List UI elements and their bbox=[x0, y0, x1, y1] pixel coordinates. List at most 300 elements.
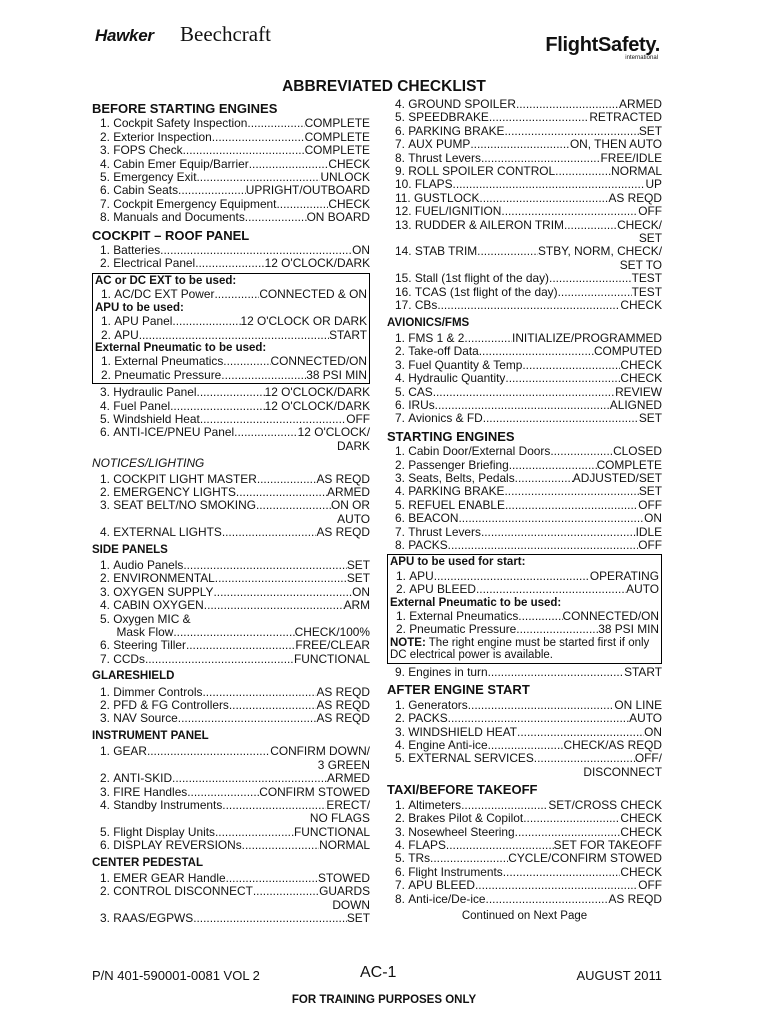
item-text: Avionics & FD bbox=[408, 411, 483, 426]
item-label bbox=[100, 572, 215, 585]
item-leader-dots bbox=[486, 893, 609, 906]
page-title: ABBREVIATED CHECKLIST bbox=[282, 78, 486, 95]
item-leader-dots bbox=[555, 165, 611, 178]
item-label bbox=[101, 369, 221, 382]
item-text: Flight Instruments bbox=[408, 864, 503, 879]
item-label bbox=[395, 245, 477, 258]
checklist-item bbox=[92, 257, 370, 270]
item-text: CBs bbox=[414, 298, 438, 313]
item-value: START bbox=[624, 665, 662, 680]
item-text: EXTERNAL LIGHTS bbox=[113, 525, 222, 540]
item-number: 1. bbox=[100, 558, 110, 572]
item-label bbox=[395, 826, 515, 839]
item-text: PARKING BRAKE bbox=[408, 123, 505, 138]
checklist-item bbox=[92, 400, 370, 413]
item-value: IDLE bbox=[635, 524, 662, 539]
item-text: BEACON bbox=[408, 511, 459, 526]
checklist-item bbox=[92, 686, 370, 699]
item-leader-dots bbox=[550, 445, 613, 458]
item-value: 38 PSI MIN bbox=[306, 367, 367, 382]
item-text: Oxygen MIC & bbox=[113, 611, 191, 626]
item-label bbox=[100, 799, 222, 812]
item-value: OFF bbox=[638, 538, 662, 552]
item-number: 4. bbox=[395, 371, 405, 386]
item-number: 4. bbox=[100, 156, 110, 171]
item-value: RETRACTED bbox=[589, 110, 662, 125]
item-label bbox=[100, 158, 249, 171]
item-label bbox=[100, 586, 213, 599]
checklist-item bbox=[92, 639, 370, 652]
item-value: COMPLETE bbox=[304, 129, 370, 144]
checklist-item bbox=[387, 699, 662, 712]
item-value: CHECK bbox=[328, 156, 370, 171]
checklist-item bbox=[387, 826, 662, 839]
item-number: 3. bbox=[395, 824, 405, 839]
item-text: Nosewheel Steering bbox=[408, 824, 515, 839]
item-text: Electrical Panel bbox=[113, 256, 196, 271]
item-text: Flight Display Units bbox=[113, 824, 215, 839]
checklist-item bbox=[92, 426, 370, 439]
item-leader-dots bbox=[234, 426, 298, 439]
item-label bbox=[395, 272, 549, 285]
item-text: APU bbox=[409, 568, 434, 583]
item-label bbox=[395, 152, 481, 165]
item-value: ON, THEN AUTO bbox=[569, 137, 662, 152]
item-leader-dots bbox=[172, 772, 327, 785]
item-leader-dots bbox=[448, 712, 630, 725]
checklist-item bbox=[92, 211, 370, 224]
item-value: START bbox=[329, 327, 367, 342]
checklist-item bbox=[387, 332, 662, 345]
item-leader-dots bbox=[187, 786, 259, 799]
item-value-continued: 3 GREEN bbox=[317, 757, 370, 772]
item-number: 13. bbox=[395, 217, 412, 232]
item-text: Altimeters bbox=[408, 797, 462, 812]
item-value: ON LINE bbox=[614, 697, 662, 712]
item-text: CCDs bbox=[113, 651, 145, 666]
item-number: 2. bbox=[395, 344, 405, 359]
item-label bbox=[395, 879, 475, 892]
item-text: ANTI-SKID bbox=[113, 771, 173, 786]
item-label bbox=[395, 512, 458, 525]
item-label bbox=[396, 623, 516, 636]
item-number: 2. bbox=[100, 698, 110, 713]
item-label bbox=[100, 198, 276, 211]
item-leader-dots bbox=[515, 826, 621, 839]
item-label bbox=[100, 872, 226, 885]
item-leader-dots bbox=[223, 355, 270, 368]
checklist-item bbox=[387, 526, 662, 539]
item-leader-dots bbox=[564, 219, 617, 232]
item-number: 5. bbox=[100, 411, 110, 426]
checklist-item bbox=[387, 272, 662, 285]
item-label bbox=[395, 445, 550, 458]
note bbox=[388, 637, 659, 662]
item-text: Mask Flow bbox=[116, 625, 174, 640]
item-text: Passenger Briefing bbox=[408, 457, 509, 472]
checklist-item bbox=[92, 386, 370, 399]
item-value: FREE/CLEAR bbox=[295, 638, 370, 653]
checklist-item bbox=[387, 726, 662, 739]
item-text: ENVIRONMENTAL bbox=[113, 571, 215, 586]
item-number: 2. bbox=[100, 256, 110, 271]
item-text: Manuals and Documents bbox=[113, 210, 245, 225]
item-number: 11. bbox=[395, 190, 411, 205]
item-number: 5. bbox=[395, 497, 405, 512]
checklist-item bbox=[92, 413, 370, 426]
item-text: OXYGEN SUPPLY bbox=[113, 584, 214, 599]
item-leader-dots bbox=[253, 885, 319, 898]
item-leader-dots bbox=[516, 623, 598, 636]
item-value: UPRIGHT/OUTBOARD bbox=[245, 183, 370, 198]
item-text: Dimmer Controls bbox=[113, 684, 203, 699]
item-text: Emergency Exit bbox=[113, 170, 197, 185]
item-text: PACKS bbox=[408, 538, 448, 552]
item-number: 7. bbox=[395, 524, 405, 539]
item-text: SEAT BELT/NO SMOKING bbox=[113, 498, 256, 513]
checklist-item bbox=[387, 399, 662, 412]
item-text: RAAS/EGPWS bbox=[113, 911, 194, 926]
item-number: 1. bbox=[396, 568, 406, 583]
item-leader-dots bbox=[145, 653, 294, 666]
item-leader-dots bbox=[505, 485, 639, 498]
checklist-item bbox=[93, 329, 367, 342]
item-leader-dots bbox=[558, 286, 632, 299]
checklist-item bbox=[387, 866, 662, 879]
item-value: AS REQD bbox=[608, 190, 662, 205]
item-value: NORMAL bbox=[611, 164, 662, 179]
checklist-item bbox=[388, 623, 659, 636]
item-leader-dots bbox=[470, 138, 570, 151]
item-text: ANTI-ICE/PNEU Panel bbox=[113, 425, 235, 440]
item-number: 1. bbox=[101, 314, 111, 329]
box-subheading: APU to be used: bbox=[95, 301, 184, 314]
item-number: 1. bbox=[100, 116, 110, 131]
item-label bbox=[100, 639, 186, 652]
item-label bbox=[100, 400, 170, 413]
item-label bbox=[100, 486, 236, 499]
item-text: RUDDER & AILERON TRIM bbox=[414, 217, 564, 232]
item-number: 1. bbox=[395, 797, 405, 812]
item-label bbox=[395, 98, 516, 111]
checklist-item bbox=[387, 445, 662, 458]
item-leader-dots bbox=[170, 400, 265, 413]
item-number: 4. bbox=[395, 738, 405, 753]
item-leader-dots bbox=[430, 852, 508, 865]
item-value: ARMED bbox=[327, 484, 370, 499]
checklist-item bbox=[92, 653, 370, 666]
item-number: 3. bbox=[100, 498, 110, 513]
item-label bbox=[395, 459, 509, 472]
item-leader-dots bbox=[488, 666, 625, 679]
item-value: ADJUSTED/SET bbox=[572, 470, 662, 485]
checklist-item bbox=[92, 158, 370, 171]
item-number: 1. bbox=[395, 444, 405, 459]
item-number: 1. bbox=[101, 354, 111, 369]
checklist-item bbox=[92, 826, 370, 839]
item-leader-dots bbox=[503, 866, 621, 879]
section-heading: STARTING ENGINES bbox=[387, 428, 515, 444]
item-number: 2. bbox=[100, 571, 110, 586]
item-number: 1. bbox=[100, 744, 110, 759]
item-text: External Pneumatics bbox=[114, 354, 224, 369]
item-value: ERECT/ bbox=[326, 797, 370, 812]
item-label bbox=[100, 839, 242, 852]
item-leader-dots bbox=[505, 499, 638, 512]
item-leader-dots bbox=[193, 912, 347, 925]
item-value: 12 O'CLOCK OR DARK bbox=[240, 314, 367, 329]
item-value: CHECK bbox=[620, 811, 662, 826]
item-label bbox=[395, 893, 486, 906]
item-label bbox=[395, 125, 505, 138]
item-label bbox=[395, 286, 558, 299]
item-number: 16. bbox=[395, 284, 412, 299]
checklist-item bbox=[387, 879, 662, 892]
item-value: SET bbox=[638, 123, 662, 138]
section-heading: AFTER ENGINE START bbox=[387, 682, 530, 698]
item-label bbox=[100, 599, 204, 612]
item-number: 14. bbox=[395, 244, 412, 259]
item-value: CHECK bbox=[620, 371, 662, 386]
item-label bbox=[100, 171, 197, 184]
item-text: Stall (1st flight of the day) bbox=[414, 271, 550, 286]
item-value-continued: SET bbox=[638, 231, 662, 246]
item-value: CHECK bbox=[620, 864, 662, 879]
item-leader-dots bbox=[245, 211, 307, 224]
item-value: FUNCTIONAL bbox=[294, 824, 370, 839]
item-number: 7. bbox=[395, 411, 405, 426]
item-value: AS REQD bbox=[316, 525, 370, 540]
checklist-item bbox=[387, 219, 662, 232]
item-value: AS REQD bbox=[316, 684, 370, 699]
item-leader-dots bbox=[505, 125, 639, 138]
item-value: CHECK bbox=[620, 824, 662, 839]
item-text: FOPS Check bbox=[113, 143, 183, 158]
item-value: OFF bbox=[638, 497, 662, 512]
item-label bbox=[100, 826, 215, 839]
checklist-item bbox=[92, 712, 370, 725]
item-text: SPEEDBRAKE bbox=[408, 110, 489, 125]
item-label bbox=[396, 570, 434, 583]
item-number: 4. bbox=[100, 398, 110, 413]
item-text: Pneumatic Pressure bbox=[409, 622, 517, 637]
item-value: OFF bbox=[638, 878, 662, 893]
item-leader-dots bbox=[435, 399, 610, 412]
item-number: 2. bbox=[100, 771, 110, 786]
item-leader-dots bbox=[501, 205, 638, 218]
item-number: 1. bbox=[395, 330, 405, 345]
item-label bbox=[395, 699, 468, 712]
checklist-item bbox=[387, 412, 662, 425]
item-number: 2. bbox=[100, 129, 110, 144]
item-value-continued: DARK bbox=[336, 438, 370, 453]
item-leader-dots bbox=[183, 559, 347, 572]
item-number: 2. bbox=[395, 711, 405, 726]
item-label bbox=[395, 386, 433, 399]
item-number: 3. bbox=[100, 911, 110, 926]
item-text: CAS bbox=[408, 384, 433, 399]
item-label bbox=[395, 299, 437, 312]
item-label bbox=[395, 345, 479, 358]
item-text: External Pneumatics bbox=[409, 609, 519, 624]
checklist-item bbox=[387, 205, 662, 218]
box-subheading: External Pneumatic to be used: bbox=[390, 596, 562, 609]
item-text: Thrust Levers bbox=[408, 524, 481, 539]
item-number: 2. bbox=[395, 457, 405, 472]
page-number: AC-1 bbox=[360, 964, 397, 981]
item-number: 6. bbox=[100, 838, 110, 853]
item-leader-dots bbox=[215, 572, 347, 585]
item-leader-dots bbox=[221, 369, 306, 382]
item-number: 7. bbox=[100, 651, 110, 666]
item-label bbox=[395, 165, 555, 178]
item-number: 2. bbox=[395, 811, 405, 826]
item-value: FUNCTIONAL bbox=[294, 651, 370, 666]
item-number: 8. bbox=[395, 891, 405, 906]
item-leader-dots bbox=[523, 812, 620, 825]
item-leader-dots bbox=[481, 526, 636, 539]
checklist-item bbox=[92, 117, 370, 130]
item-value: 12 O'CLOCK/ bbox=[297, 425, 370, 440]
item-value: OFF bbox=[638, 204, 662, 219]
item-label bbox=[100, 473, 257, 486]
item-label bbox=[100, 912, 193, 925]
item-label bbox=[101, 315, 172, 328]
item-leader-dots bbox=[464, 332, 512, 345]
checklist-item bbox=[387, 712, 662, 725]
item-value: AS REQD bbox=[316, 698, 370, 713]
item-value-continued: SET TO bbox=[619, 257, 662, 272]
item-text: Engine Anti-ice bbox=[408, 738, 488, 753]
item-value: ON bbox=[352, 243, 370, 258]
item-label bbox=[395, 712, 448, 725]
item-label bbox=[101, 355, 223, 368]
item-text: Cockpit Safety Inspection bbox=[113, 116, 248, 131]
item-value: ON bbox=[352, 584, 370, 599]
item-text: Cockpit Emergency Equipment bbox=[113, 196, 277, 211]
item-leader-dots bbox=[213, 586, 352, 599]
item-value: CONNECTED & ON bbox=[259, 287, 367, 302]
item-value: AUTO bbox=[629, 711, 662, 726]
item-label bbox=[100, 772, 172, 785]
checklist-item bbox=[388, 570, 659, 583]
item-value: FREE/IDLE bbox=[600, 150, 662, 165]
checklist-item bbox=[387, 245, 662, 258]
item-number: 17. bbox=[395, 298, 412, 313]
item-value: CONFIRM DOWN/ bbox=[270, 744, 370, 759]
item-label bbox=[395, 866, 503, 879]
checklist-item bbox=[387, 386, 662, 399]
item-text: Batteries bbox=[113, 243, 161, 258]
item-number: 15. bbox=[395, 271, 412, 286]
item-text: TCAS (1st flight of the day) bbox=[414, 284, 558, 299]
item-number: 3. bbox=[100, 584, 110, 599]
item-value: CONNECTED/ON bbox=[562, 609, 659, 624]
item-leader-dots bbox=[505, 372, 620, 385]
item-number: 1. bbox=[396, 609, 406, 624]
item-value: COMPLETE bbox=[304, 116, 370, 131]
item-number: 3. bbox=[395, 470, 405, 485]
item-leader-dots bbox=[257, 473, 317, 486]
item-value: TEST bbox=[631, 271, 662, 286]
item-value: TEST bbox=[631, 284, 662, 299]
item-label bbox=[100, 699, 229, 712]
checklist-item bbox=[92, 599, 370, 612]
checklist-item bbox=[92, 198, 370, 211]
item-value: COMPLETE bbox=[304, 143, 370, 158]
item-number: 1. bbox=[100, 870, 110, 885]
item-label bbox=[395, 332, 464, 345]
item-text: APU Panel bbox=[114, 314, 173, 329]
item-leader-dots bbox=[229, 699, 317, 712]
item-leader-dots bbox=[139, 329, 329, 342]
checklist-item bbox=[387, 165, 662, 178]
item-text: Anti-ice/De-ice bbox=[408, 891, 486, 906]
item-value: SET FOR TAKEOFF bbox=[553, 837, 662, 852]
item-label bbox=[396, 610, 518, 623]
item-leader-dots bbox=[437, 299, 620, 312]
item-label bbox=[100, 712, 178, 725]
checklist-item bbox=[92, 699, 370, 712]
checklist-item bbox=[387, 345, 662, 358]
item-leader-dots bbox=[195, 257, 264, 270]
section-heading: COCKPIT – ROOF PANEL bbox=[92, 227, 250, 243]
item-label bbox=[395, 485, 505, 498]
item-value: ON bbox=[644, 511, 662, 526]
item-leader-dots bbox=[222, 799, 326, 812]
item-number: 4. bbox=[100, 525, 110, 540]
item-value: COMPLETE bbox=[596, 457, 662, 472]
item-value: AUTO bbox=[626, 582, 659, 597]
item-number: 6. bbox=[100, 183, 110, 198]
note-text: The right engine must be started first if only DC electrical power is available. bbox=[390, 636, 650, 662]
item-value: 12 O'CLOCK/DARK bbox=[264, 398, 370, 413]
section-heading: CENTER PEDESTAL bbox=[92, 856, 203, 869]
item-text: FIRE Handles bbox=[113, 784, 188, 799]
box-subheading: APU to be used for start: bbox=[390, 556, 526, 569]
item-label bbox=[100, 386, 197, 399]
item-value: CLOSED bbox=[613, 444, 662, 459]
item-leader-dots bbox=[200, 413, 346, 426]
item-text: COCKPIT LIGHT MASTER bbox=[113, 471, 257, 486]
item-value: 38 PSI MIN bbox=[598, 622, 659, 637]
item-number: 6. bbox=[395, 123, 405, 138]
item-leader-dots bbox=[276, 198, 328, 211]
checklist-item bbox=[387, 459, 662, 472]
item-number: 3. bbox=[100, 711, 110, 726]
item-leader-dots bbox=[147, 745, 270, 758]
checklist-item bbox=[92, 526, 370, 539]
item-number: 9. bbox=[395, 665, 405, 680]
checklist-item bbox=[92, 745, 370, 758]
item-value: SET bbox=[346, 911, 370, 926]
item-leader-dots bbox=[214, 288, 259, 301]
item-text: FUEL/IGNITION bbox=[414, 204, 502, 219]
checklist-item bbox=[387, 125, 662, 138]
item-text: Engines in turn bbox=[408, 665, 488, 680]
item-label bbox=[100, 131, 212, 144]
item-text: Cabin Emer Equip/Barrier bbox=[113, 156, 249, 171]
item-number: 4. bbox=[395, 484, 405, 499]
item-text: Standby Instruments bbox=[113, 797, 223, 812]
checklist-item bbox=[387, 666, 662, 679]
conditional-box bbox=[387, 554, 662, 664]
item-value: ALIGNED bbox=[609, 397, 662, 412]
item-label bbox=[395, 219, 564, 232]
checklist-item bbox=[388, 610, 659, 623]
item-label bbox=[395, 472, 515, 485]
item-value: ON bbox=[644, 724, 662, 739]
